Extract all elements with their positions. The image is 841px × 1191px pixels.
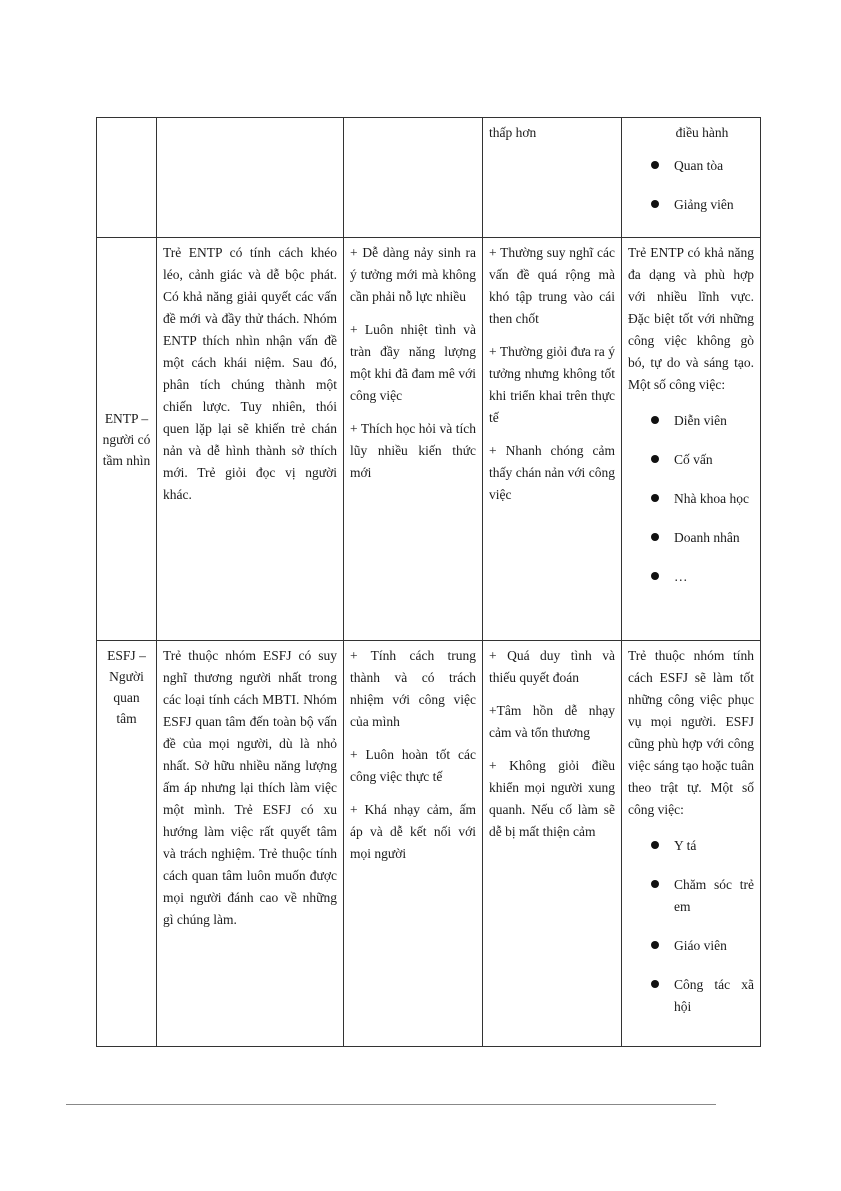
list-item: Nhà khoa học: [628, 488, 754, 510]
weaknesses-cell: [483, 238, 622, 641]
list-item: Y tá: [628, 835, 754, 857]
strength-item: + Khá nhạy cảm, ấm áp và dễ kết nối với mọi người: [350, 802, 476, 861]
careers-cell: [622, 238, 761, 641]
weakness-item: + Nhanh chóng cảm thấy chán nản với công việc: [489, 443, 615, 502]
career-text: điều hành: [675, 125, 729, 140]
weakness-item: + Thường giỏi đưa ra ý tưởng nhưng không tốt khi triển khai trên thực tế: [489, 344, 615, 425]
list-item: Công tác xã hội: [628, 974, 754, 1018]
list-item: Quan tòa: [628, 155, 754, 177]
job-list: [628, 410, 754, 588]
description-cell: [157, 118, 344, 238]
table-row: [97, 238, 761, 641]
table-row: [97, 118, 761, 238]
weakness-item: + Thường suy nghĩ các vấn đề quá rộng mà khó tập trung vào cái then chốt: [489, 245, 615, 326]
job-list: [628, 155, 754, 216]
strengths-cell: [344, 641, 483, 1047]
list-item: Giáo viên: [628, 935, 754, 957]
type-cell: [97, 118, 157, 238]
weaknesses-cell: [483, 118, 622, 238]
strength-item: + Luôn hoàn tốt các công việc thực tế: [350, 747, 476, 784]
description-text: Trẻ ENTP có tính cách khéo léo, cảnh giác và dễ bộc phát. Có khả năng giải quyết các vấn đề mới và đầy thử thách. Nhóm ENTP thích nhìn nhận vấn đề một cách khái niệm. Sau đó, phân tích chúng thành một chiến lược. Tuy nhiên, thói quen lặp lại sẽ khiến trẻ chán nản và dễ hình thành sở thích mới. Trẻ giỏi đọc vị người khác.: [163, 245, 337, 502]
strength-item: + Luôn nhiệt tình và tràn đầy năng lượng một khi đã đam mê với công việc: [350, 322, 476, 403]
description-text: Trẻ thuộc nhóm ESFJ có suy nghĩ thương người nhất trong các loại tính cách MBTI. Nhóm ESFJ quan tâm đến toàn bộ vấn đề của mọi người, dù là nhỏ nhất. Sở hữu nhiều năng lượng ấm áp nhưng lại thích làm việc một mình. Trẻ ESFJ có xu hướng làm việc rất quyết tâm và trách nghiệm. Trẻ thuộc tính cách quan tâm luôn muốn được mọi người đánh cao về những gì chúng làm.: [163, 648, 337, 927]
list-item: Diễn viên: [628, 410, 754, 432]
job-list: [628, 835, 754, 1018]
table-row: [97, 641, 761, 1047]
weakness-item: + Không giỏi điều khiển mọi người xung quanh. Nếu cố làm sẽ dễ bị mất thiện cảm: [489, 758, 615, 839]
type-label: ESFJ – Người quan tâm: [107, 648, 146, 726]
strength-item: + Tính cách trung thành và có trách nhiệm với công việc của mình: [350, 648, 476, 729]
list-item: Giảng viên: [628, 194, 754, 216]
weakness-item: + Quá duy tình và thiếu quyết đoán: [489, 648, 615, 685]
strengths-cell: [344, 118, 483, 238]
type-label: ENTP – người có tầm nhìn: [102, 410, 151, 468]
weakness-item: +Tâm hồn dễ nhạy cảm và tổn thương: [489, 703, 615, 740]
career-intro: Trẻ thuộc nhóm tính cách ESFJ sẽ làm tốt những công việc phục vụ mọi người. ESFJ cũng phù hợp với công việc sáng tạo hoặc tuân theo trật tự. Một số công việc:: [628, 648, 754, 817]
list-item: Chăm sóc trẻ em: [628, 874, 754, 918]
list-item: Cố vấn: [628, 449, 754, 471]
type-cell: [97, 238, 157, 641]
careers-cell: [622, 118, 761, 238]
career-intro: Trẻ ENTP có khả năng đa dạng và phù hợp với nhiều lĩnh vực. Đặc biệt tốt với những công việc không gò bó, tự do và sáng tạo. Một số công việc:: [628, 245, 754, 392]
list-item: …: [628, 566, 754, 588]
weakness-text: thấp hơn: [489, 125, 537, 140]
mbti-table: [96, 117, 761, 1047]
description-cell: [157, 238, 344, 641]
footer-divider: [66, 1104, 716, 1105]
type-cell: [97, 641, 157, 1047]
strengths-cell: [344, 238, 483, 641]
list-item: Doanh nhân: [628, 527, 754, 549]
strength-item: + Dễ dàng nảy sinh ra ý tưởng mới mà không cần phải nỗ lực nhiều: [350, 245, 476, 304]
strength-item: + Thích học hỏi và tích lũy nhiều kiến thức mới: [350, 421, 476, 480]
description-cell: [157, 641, 344, 1047]
weaknesses-cell: [483, 641, 622, 1047]
careers-cell: [622, 641, 761, 1047]
